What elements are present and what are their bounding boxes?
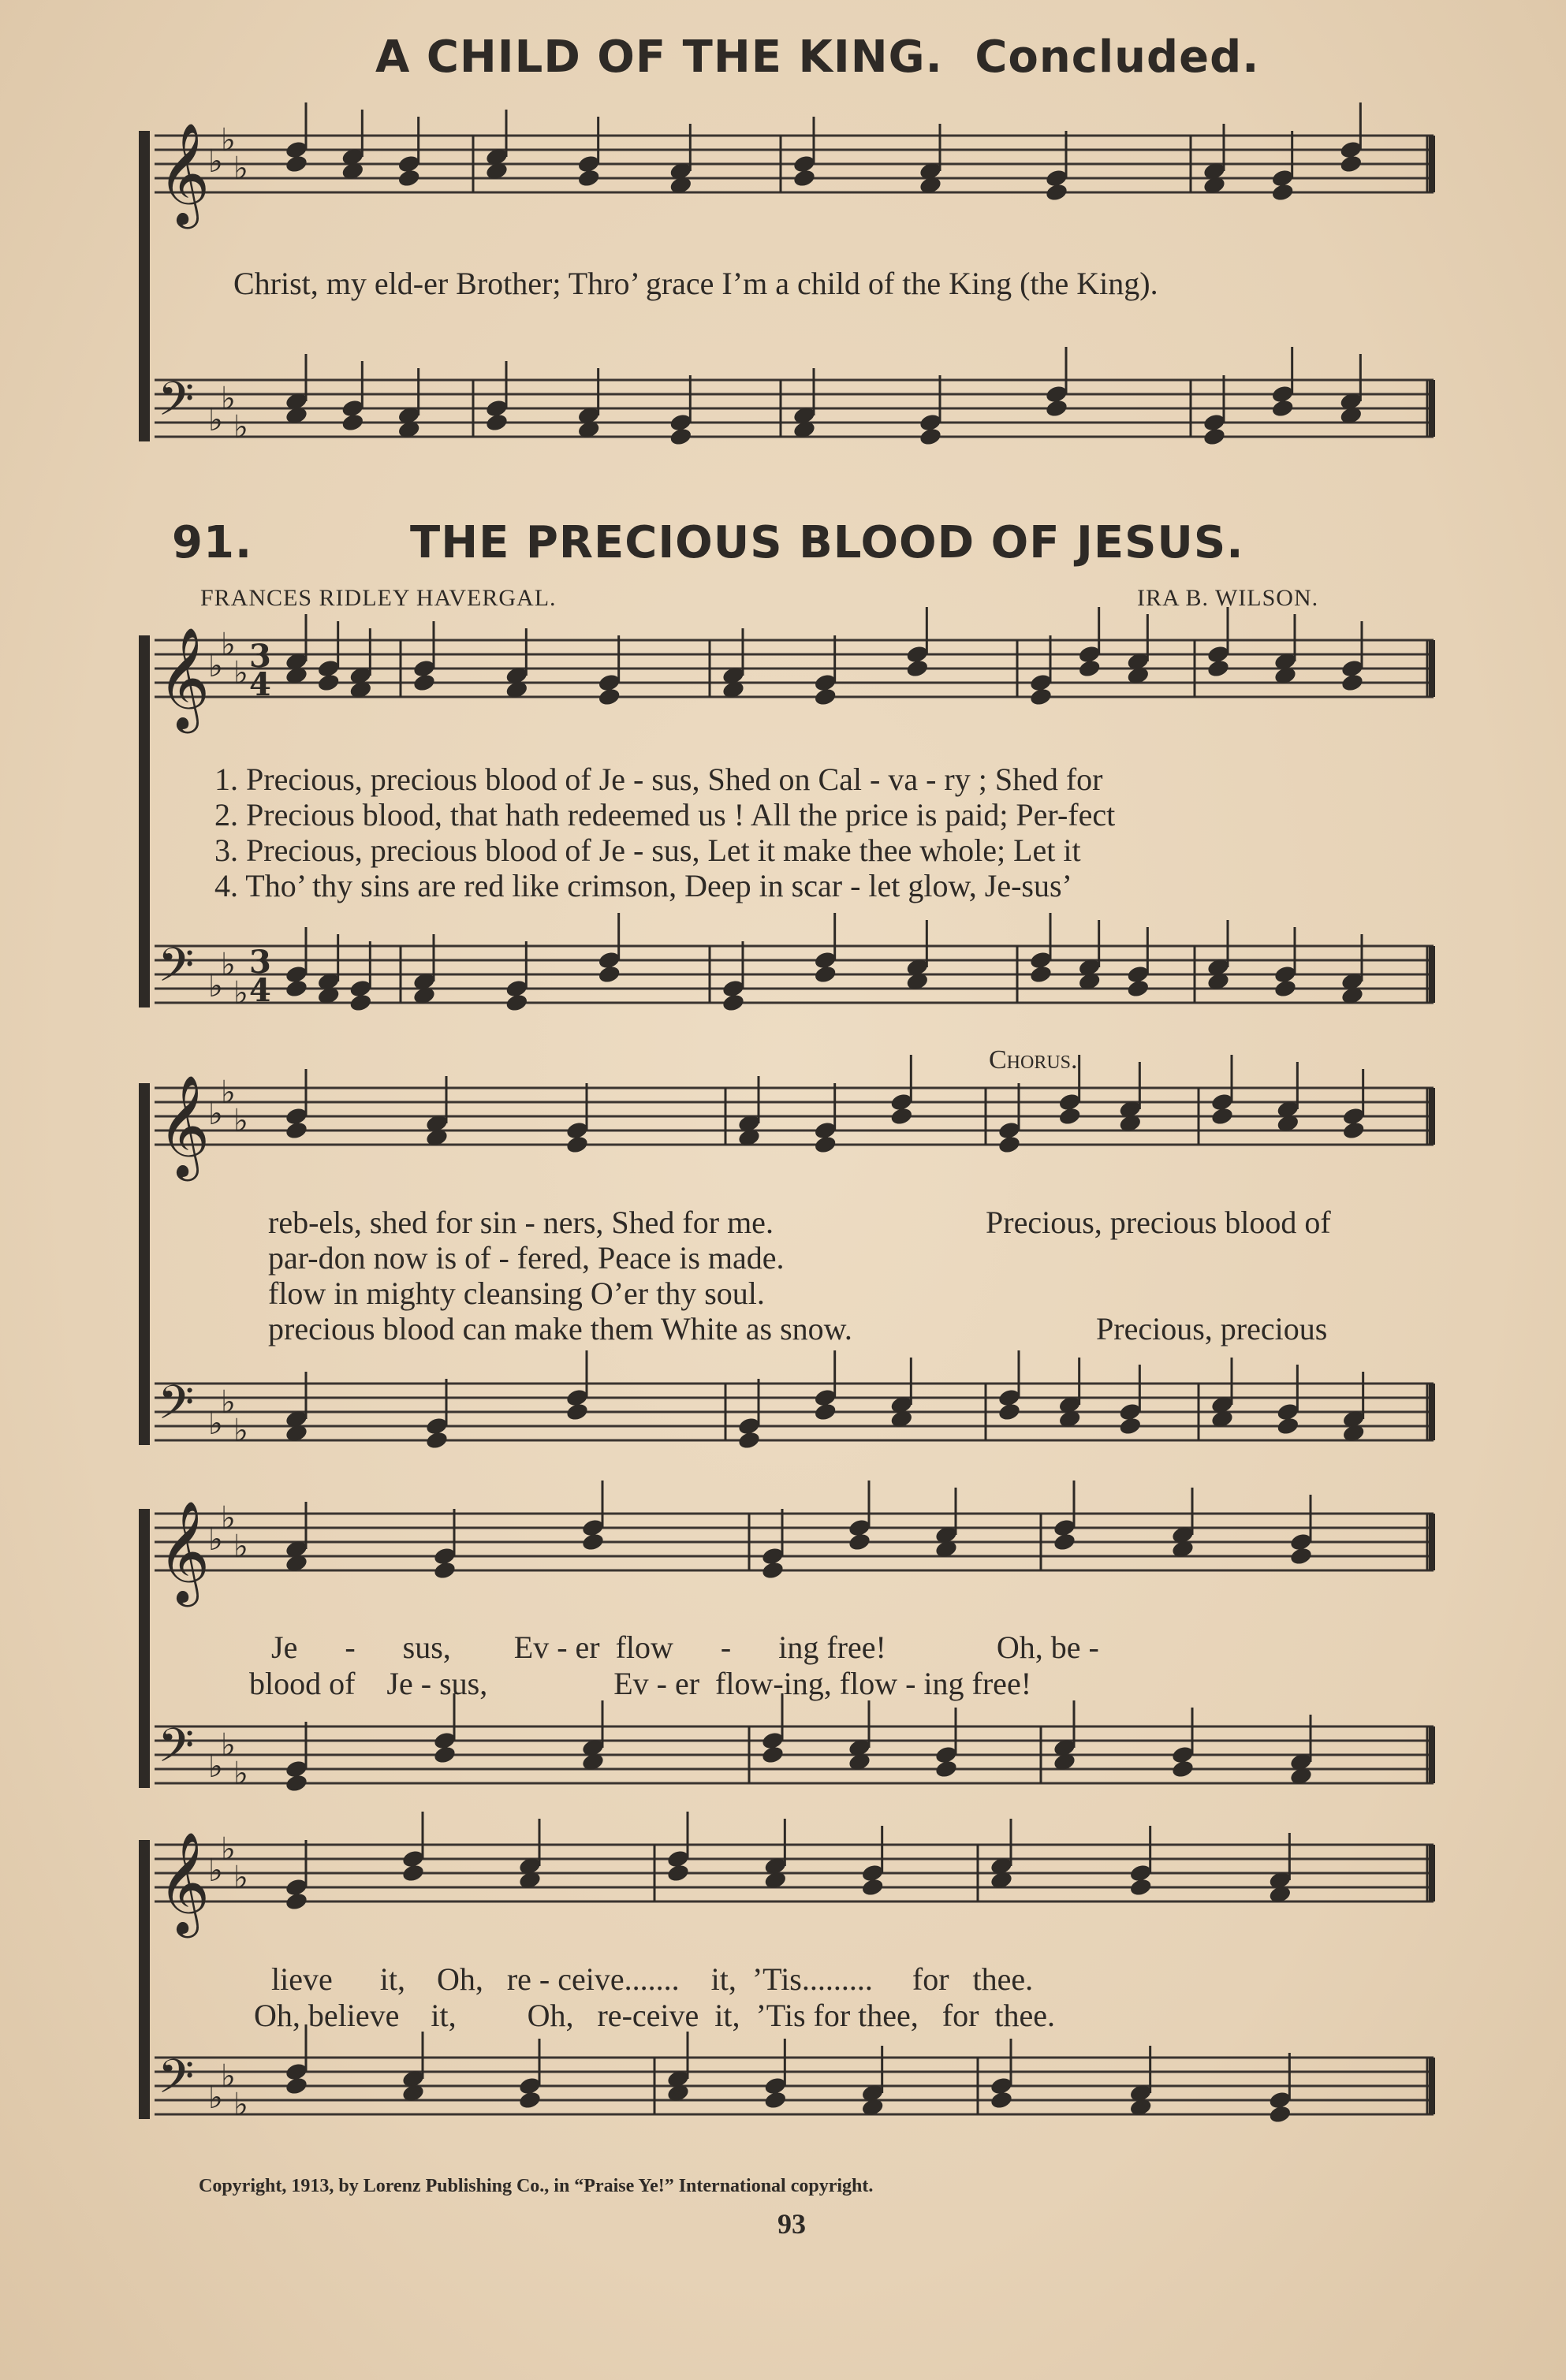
- note-head: [316, 672, 341, 693]
- note-head: [397, 168, 421, 188]
- note-head: [285, 154, 309, 174]
- chorus-line-4-soprano: lieve it, Oh, re - ceive....... it, ’Tis......... for thee.: [271, 1961, 1034, 1997]
- note-head: [990, 2090, 1014, 2110]
- treble-clef-icon: 𝄞: [158, 1831, 211, 1934]
- note-head: [1270, 398, 1295, 419]
- note-head: [505, 993, 529, 1013]
- time-signature-top: 3: [249, 944, 271, 981]
- note-head: [905, 658, 930, 679]
- flat-icon: ♭: [221, 1831, 236, 1868]
- flat-icon: ♭: [208, 1749, 223, 1785]
- concluded-label: Concluded.: [975, 32, 1260, 83]
- final-bar-line: [1429, 2058, 1435, 2114]
- bass-clef-icon: 𝄢: [158, 1718, 195, 1784]
- flat-icon: ♭: [208, 968, 223, 1004]
- note-head: [1118, 1416, 1143, 1436]
- flat-icon: ♭: [221, 1075, 236, 1111]
- chorus-label: Chorus.: [989, 1045, 1078, 1075]
- note-head: [597, 687, 621, 707]
- system-brace: [139, 635, 150, 1007]
- flat-icon: ♭: [233, 409, 248, 445]
- hymn-title: THE PRECIOUS BLOOD OF JESUS.: [410, 517, 1244, 568]
- flat-icon: ♭: [208, 1853, 223, 1889]
- note-head: [485, 412, 509, 433]
- note-head: [1340, 672, 1365, 693]
- final-bar-line: [1429, 1088, 1435, 1145]
- verse-3-line-2: flow in mighty cleansing O’er thy soul.: [268, 1276, 765, 1311]
- flat-icon: ♭: [221, 381, 236, 417]
- note-head: [860, 1877, 885, 1898]
- final-bar-line: [1429, 946, 1435, 1003]
- note-head: [1171, 1759, 1195, 1779]
- note-head: [1270, 182, 1295, 203]
- bass-clef-icon: 𝄢: [158, 2049, 195, 2115]
- system-brace: [139, 1840, 150, 2119]
- note-head: [813, 1402, 837, 1422]
- note-head: [1077, 658, 1102, 679]
- treble-clef-icon: 𝄞: [158, 1075, 211, 1177]
- final-bar-line: [1429, 136, 1435, 192]
- flat-icon: ♭: [208, 1406, 223, 1442]
- note-head: [1053, 1532, 1077, 1552]
- final-bar-line: [1429, 380, 1435, 437]
- note-head: [813, 687, 837, 707]
- verse-1-line: 1. Precious, precious blood of Je - sus, Shed on Cal - va - ry ; Shed for: [214, 762, 1103, 797]
- note-head: [1045, 182, 1069, 203]
- flat-icon: ♭: [233, 1860, 248, 1896]
- hymn-number: 91.: [172, 517, 253, 568]
- flat-icon: ♭: [221, 122, 236, 158]
- note-head: [1126, 978, 1150, 999]
- final-bar-line: [1429, 1726, 1435, 1783]
- verse-2-line-2: par-don now is of - fered, Peace is made.: [268, 1240, 785, 1276]
- note-head: [1341, 1120, 1366, 1141]
- note-head: [721, 993, 746, 1013]
- flat-icon: ♭: [208, 1521, 223, 1558]
- note-head: [1029, 964, 1053, 985]
- bass-clef-icon: 𝄢: [158, 937, 195, 1004]
- note-head: [1276, 1416, 1300, 1436]
- note-head: [433, 1560, 457, 1581]
- note-head: [1045, 398, 1069, 419]
- note-head: [285, 978, 309, 999]
- note-head: [848, 1532, 872, 1552]
- flat-icon: ♭: [233, 975, 248, 1011]
- note-head: [285, 1773, 309, 1793]
- flat-icon: ♭: [208, 648, 223, 684]
- time-signature-bottom: 4: [249, 972, 271, 1010]
- note-head: [761, 1560, 785, 1581]
- verse-2-line: 2. Precious blood, that hath redeemed us ! All the price is paid; Per-fect: [214, 797, 1116, 832]
- system-brace: [139, 1509, 150, 1788]
- note-head: [1029, 687, 1053, 707]
- treble-clef-icon: 𝄞: [158, 122, 211, 225]
- hymn1-lyric-line: Christ, my eld-er Brother; Thro’ grace I’m a child of the King (the King).: [233, 266, 1158, 301]
- note-head: [433, 1745, 457, 1765]
- flat-icon: ♭: [233, 1413, 248, 1449]
- note-head: [997, 1402, 1022, 1422]
- note-head: [1210, 1106, 1235, 1127]
- note-head: [285, 1891, 309, 1912]
- chorus-line-2-soprano: Precious, precious blood of: [986, 1205, 1331, 1240]
- note-head: [1202, 426, 1227, 447]
- note-head: [813, 964, 837, 985]
- bass-clef-icon: 𝄢: [158, 371, 195, 438]
- flat-icon: ♭: [221, 627, 236, 663]
- note-head: [669, 426, 693, 447]
- note-head: [518, 2090, 543, 2110]
- note-head: [576, 168, 601, 188]
- note-head: [761, 1745, 785, 1765]
- note-head: [581, 1532, 606, 1552]
- note-head: [792, 168, 817, 188]
- note-head: [285, 1120, 309, 1141]
- flat-icon: ♭: [233, 151, 248, 187]
- note-head: [285, 2076, 309, 2096]
- flat-icon: ♭: [208, 402, 223, 438]
- note-head: [565, 1134, 590, 1155]
- flat-icon: ♭: [208, 143, 223, 180]
- chorus-line-3-soprano: Je - sus, Ev - er flow - ing free! Oh, be -: [271, 1629, 1099, 1665]
- verse-3-line: 3. Precious, precious blood of Je - sus, Let it make thee whole; Let it: [214, 832, 1081, 868]
- system-brace: [139, 1083, 150, 1445]
- note-head: [1128, 1877, 1153, 1898]
- verse-1-line-2: reb-els, shed for sin - ners, Shed for me.: [268, 1205, 774, 1240]
- note-head: [1289, 1546, 1314, 1566]
- time-signature-bottom: 4: [249, 666, 271, 704]
- note-head: [425, 1430, 449, 1451]
- note-head: [1339, 154, 1363, 174]
- note-head: [737, 1430, 762, 1451]
- flat-icon: ♭: [221, 2058, 236, 2095]
- note-head: [666, 1863, 691, 1883]
- final-bar-line: [1429, 640, 1435, 697]
- treble-clef-icon: 𝄞: [158, 1500, 211, 1603]
- chorus-line-4-bass: Oh, believe it, Oh, re-ceive it, ’Tis for thee, for thee.: [254, 1998, 1056, 2033]
- treble-clef-icon: 𝄞: [158, 627, 211, 729]
- chorus-line-2-bass: Precious, precious: [1096, 1311, 1328, 1346]
- bass-clef-icon: 𝄢: [158, 1375, 195, 1441]
- note-head: [1206, 658, 1231, 679]
- final-bar-line: [1429, 1384, 1435, 1440]
- time-signature-top: 3: [249, 638, 271, 676]
- flat-icon: ♭: [233, 655, 248, 691]
- final-bar-line: [1429, 1845, 1435, 1901]
- flat-icon: ♭: [221, 1500, 236, 1536]
- final-bar-line: [1429, 1514, 1435, 1570]
- note-head: [889, 1106, 914, 1127]
- flat-icon: ♭: [208, 2080, 223, 2116]
- note-head: [919, 426, 943, 447]
- flat-icon: ♭: [208, 1096, 223, 1132]
- continued-hymn-title: A CHILD OF THE KING.: [375, 32, 943, 83]
- note-head: [597, 964, 621, 985]
- note-head: [934, 1759, 959, 1779]
- flat-icon: ♭: [233, 2087, 248, 2123]
- note-head: [997, 1134, 1022, 1155]
- flat-icon: ♭: [233, 1103, 248, 1139]
- note-head: [341, 412, 365, 433]
- lyricist-name: FRANCES RIDLEY HAVERGAL.: [200, 585, 557, 611]
- note-head: [349, 993, 373, 1013]
- chorus-line-3-bass: blood of Je - sus, Ev - er flow-ing, flow - ing free!: [249, 1666, 1032, 1701]
- note-head: [763, 2090, 788, 2110]
- note-head: [565, 1402, 590, 1422]
- composer-name: IRA B. WILSON.: [1137, 585, 1319, 611]
- flat-icon: ♭: [221, 1727, 236, 1764]
- flat-icon: ♭: [233, 1756, 248, 1792]
- page-number: 93: [777, 2208, 806, 2240]
- verse-4-line-2: precious blood can make them White as snow.: [268, 1311, 852, 1346]
- note-head: [1057, 1106, 1082, 1127]
- note-head: [1273, 978, 1298, 999]
- flat-icon: ♭: [221, 947, 236, 983]
- system-brace: [139, 131, 150, 441]
- copyright-notice: Copyright, 1913, by Lorenz Publishing Co., in “Praise Ye!” International copyright.: [199, 2176, 874, 2196]
- flat-icon: ♭: [233, 1529, 248, 1565]
- note-head: [401, 1863, 426, 1883]
- note-head: [1268, 2104, 1292, 2125]
- note-head: [813, 1134, 837, 1155]
- flat-icon: ♭: [221, 1384, 236, 1421]
- verse-4-line: 4. Tho’ thy sins are red like crimson, Deep in scar - let glow, Je-sus’: [214, 868, 1072, 903]
- note-head: [412, 672, 437, 693]
